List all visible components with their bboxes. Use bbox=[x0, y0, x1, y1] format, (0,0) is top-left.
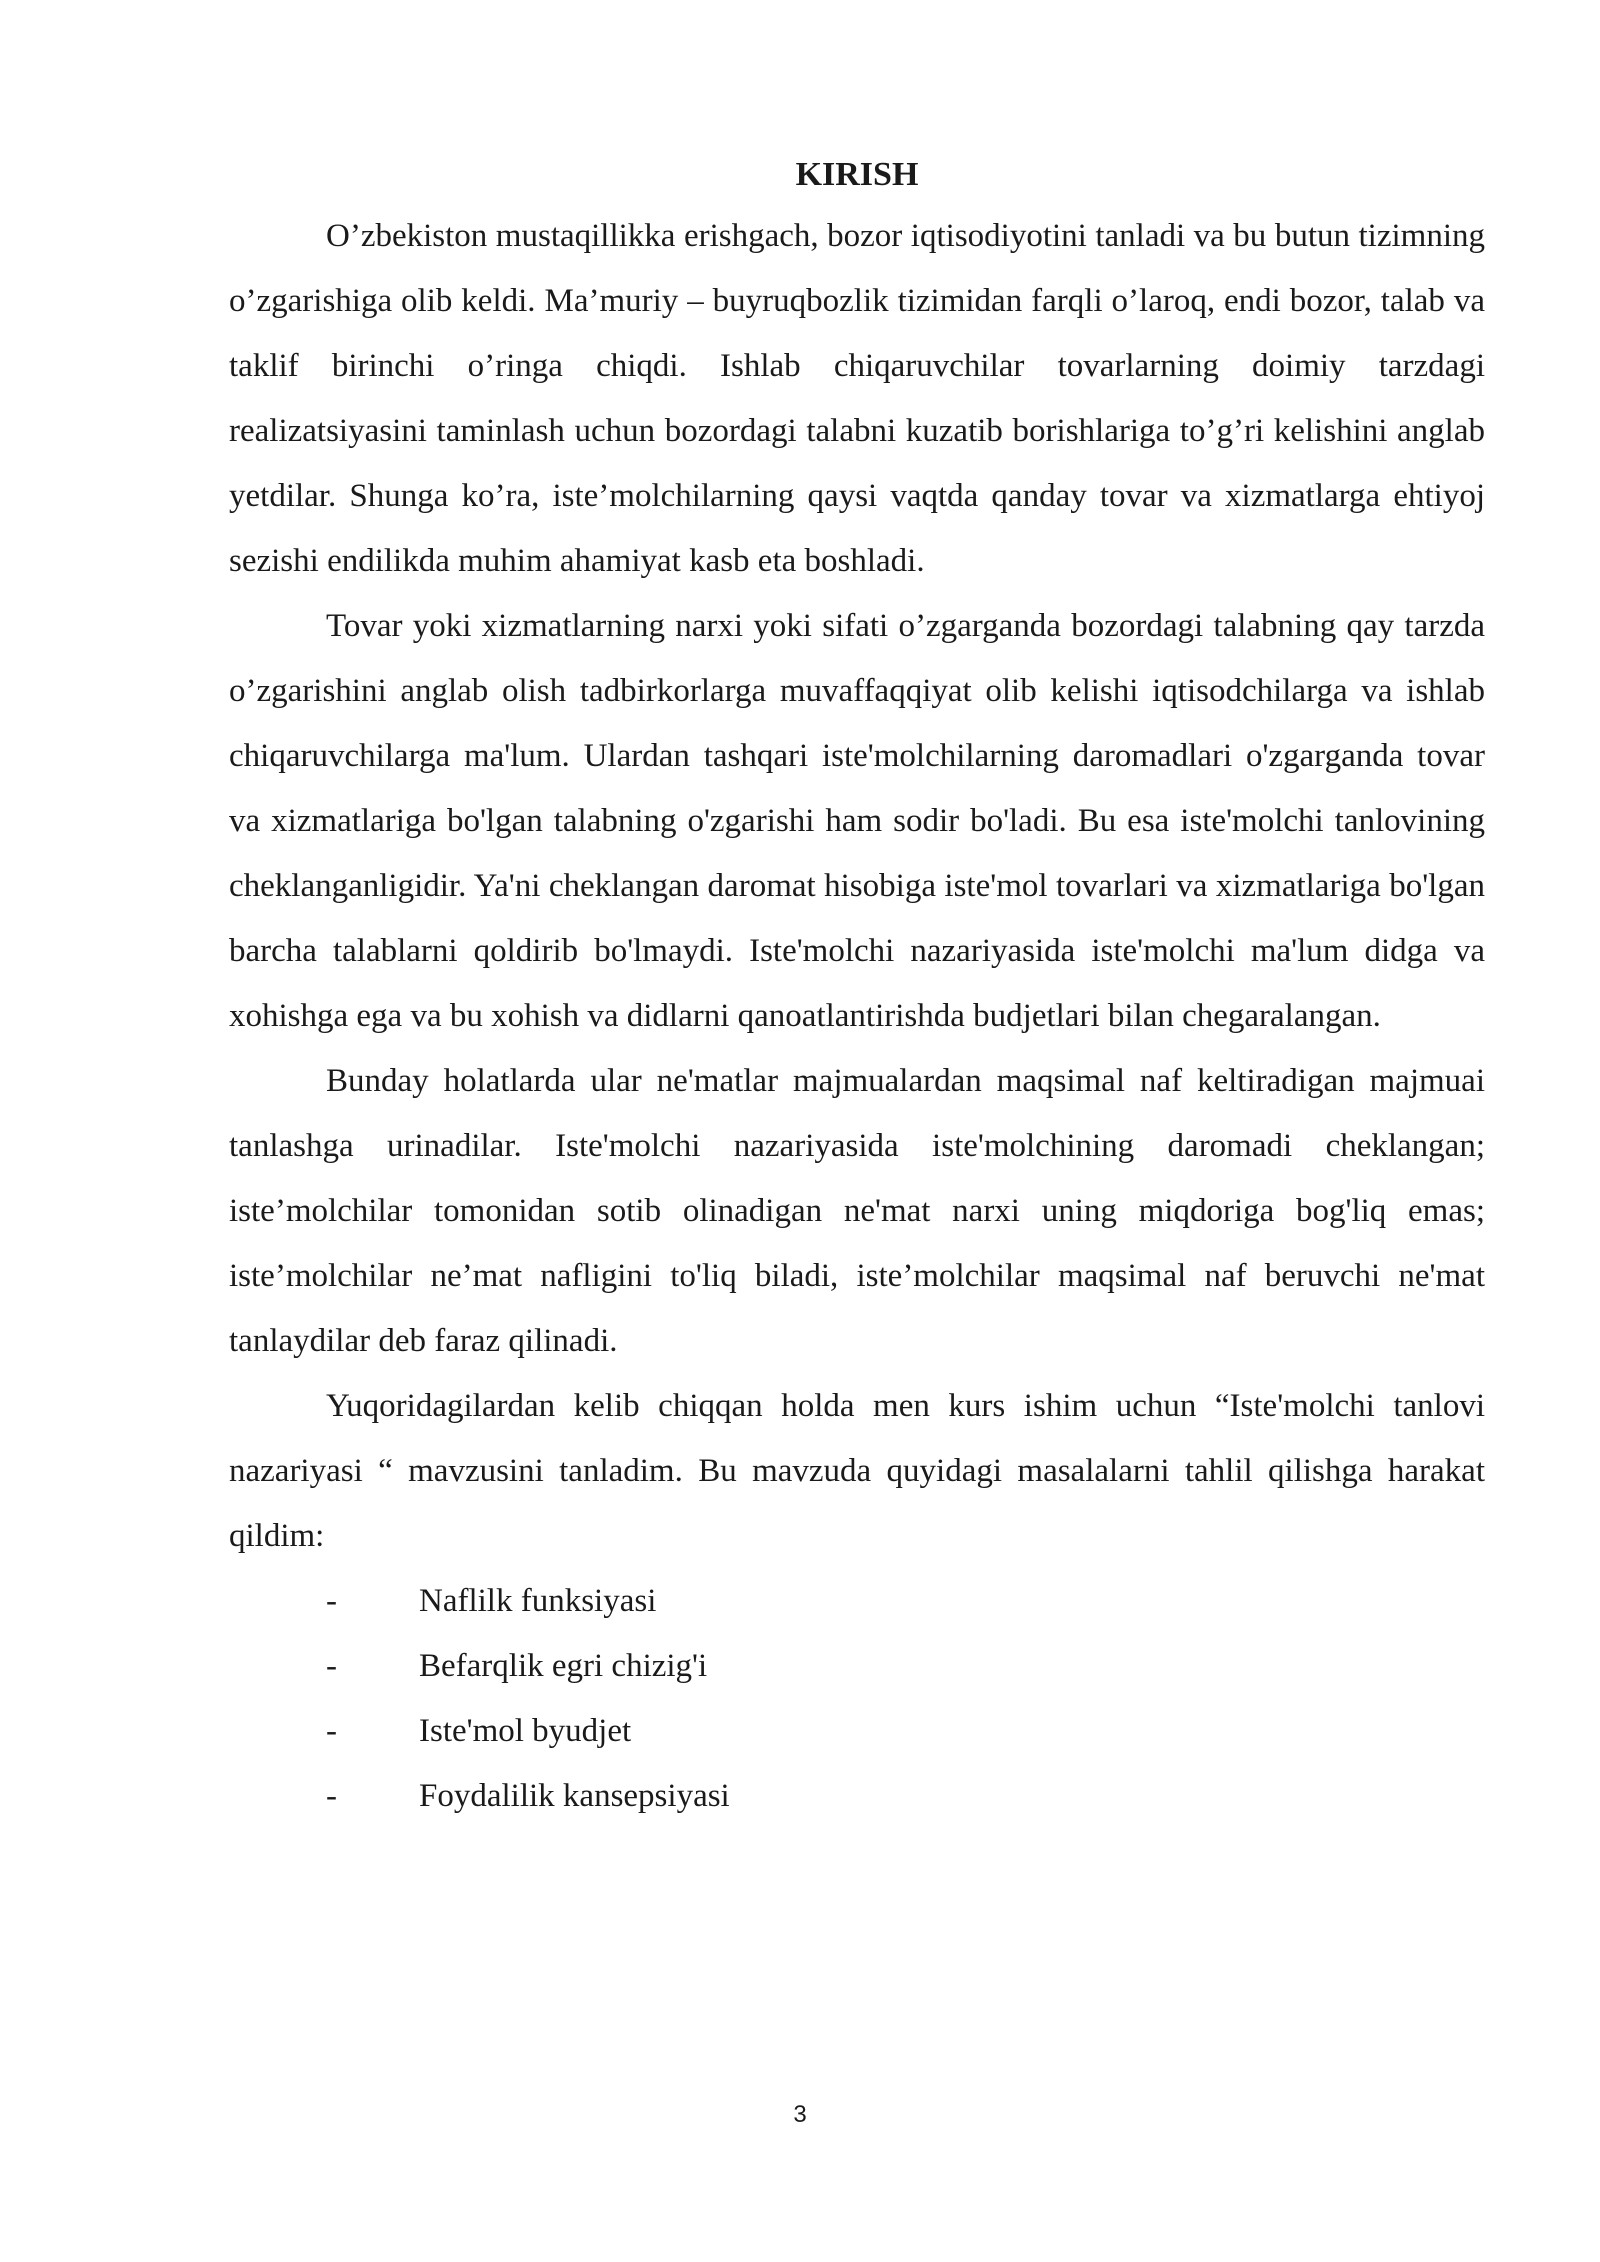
page-number: 3 bbox=[793, 2101, 807, 2128]
list-dash: - bbox=[326, 1648, 337, 1684]
page-title: KIRISH bbox=[795, 156, 919, 193]
list-item bbox=[229, 1634, 1485, 1699]
list-item-text: Iste'mol byudjet bbox=[419, 1713, 632, 1749]
list-item-text: Naflilk funksiyasi bbox=[419, 1583, 657, 1619]
list-dash: - bbox=[326, 1713, 337, 1749]
paragraph-1: O’zbekiston mustaqillikka erishgach, bozor iqtisodiyotini tanladi va bu butun tizimning o’zgarishiga olib keldi. Ma’muriy – buyruqbozlik tizimidan farqli o’laroq, endi bozor, talab va taklif birinchi o’ringa chiqdi. Ishlab chiqaruvchilar tovarlarning doimiy tarzdagi realizatsiyasini taminlash uchun bozordagi talabni kuzatib borishlariga to’g’ri kelishini anglab yetdilar. Shunga ko’ra, iste’molchilarning qaysi vaqtda qanday tovar va xizmatlarga ehtiyoj sezishi endilikda muhim ahamiyat kasb eta boshladi. bbox=[229, 218, 1485, 579]
list-dash: - bbox=[326, 1583, 337, 1619]
topic-list bbox=[229, 1569, 1485, 1829]
document-page bbox=[229, 150, 1485, 1829]
list-item bbox=[229, 1569, 1485, 1634]
list-item bbox=[229, 1764, 1485, 1829]
paragraph-4: Yuqoridagilardan kelib chiqqan holda men kurs ishim uchun “Iste'molchi tanlovi nazariyasi “ mavzusini tanladim. Bu mavzuda quyidagi masalalarni tahlil qilishga harakat qildim: bbox=[229, 1388, 1485, 1554]
paragraph-2: Tovar yoki xizmatlarning narxi yoki sifati o’zgarganda bozordagi talabning qay tarzda o’zgarishini anglab olish tadbirkorlarga muvaffaqqiyat olib kelishi iqtisodchilarga va ishlab chiqaruvchilarga ma'lum. Ulardan tashqari iste'molchilarning daromadlari o'zgarganda tovar va xizmatlariga bo'lgan talabning o'zgarishi ham sodir bo'ladi. Bu esa iste'molchi tanlovining cheklanganligidir. Ya'ni cheklangan daromat hisobiga iste'mol tovarlari va xizmatlariga bo'lgan barcha talablarni qoldirib bo'lmaydi. Iste'molchi nazariyasida iste'molchi ma'lum didga va xohishga ega va bu xohish va didlarni qanoatlantirishda budjetlari bilan chegaralangan. bbox=[229, 608, 1485, 1034]
paragraph-3: Bunday holatlarda ular ne'matlar majmualardan maqsimal naf keltiradigan majmuai tanlashga urinadilar. Iste'molchi nazariyasida iste'molchining daromadi cheklangan; iste’molchilar tomonidan sotib olinadigan ne'mat narxi uning miqdoriga bog'liq emas; iste’molchilar ne’mat nafligini to'liq biladi, iste’molchilar maqsimal naf beruvchi ne'mat tanlaydilar deb faraz qilinadi. bbox=[229, 1063, 1485, 1359]
list-item-text: Foydalilik kansepsiyasi bbox=[419, 1778, 730, 1814]
list-dash: - bbox=[326, 1778, 337, 1814]
list-item bbox=[229, 1699, 1485, 1764]
list-item-text: Befarqlik egri chizig'i bbox=[419, 1648, 708, 1684]
